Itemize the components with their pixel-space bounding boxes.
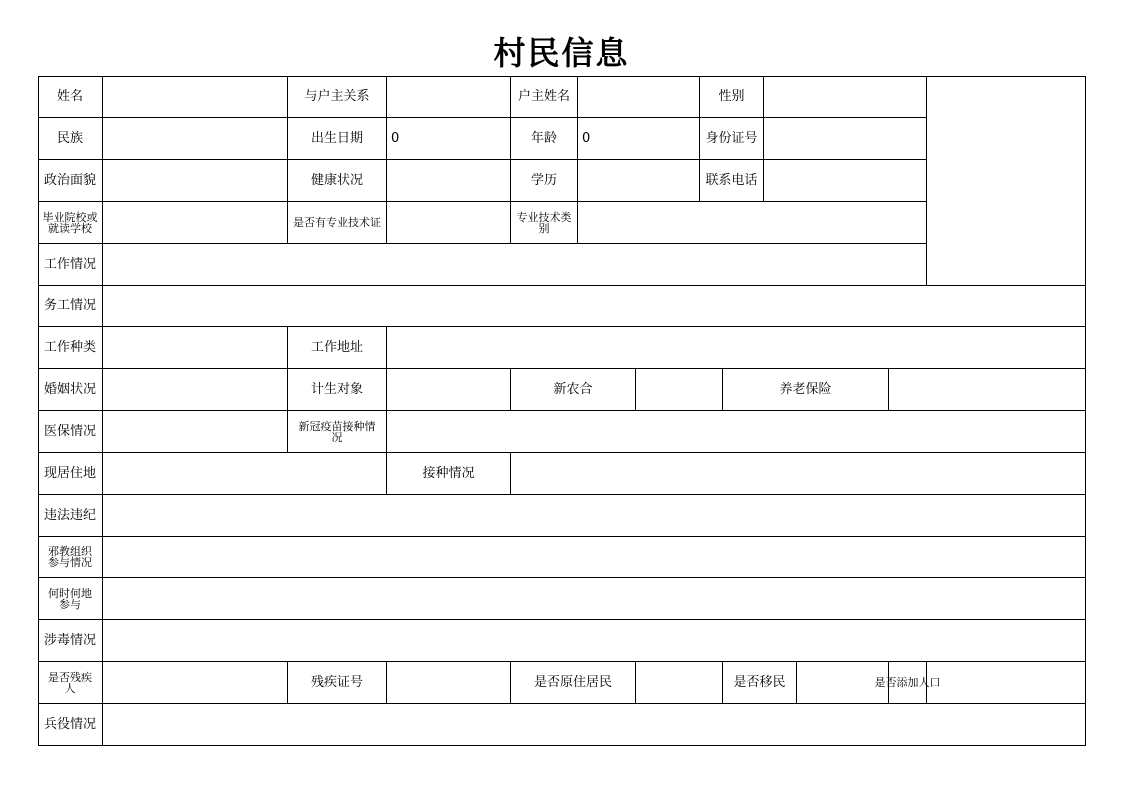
- input-cell[interactable]: [103, 118, 288, 160]
- label-text: 现居住地: [43, 465, 96, 481]
- label-text: 兵役情况: [43, 716, 96, 732]
- label-birth-date: [288, 118, 387, 160]
- input-cell[interactable]: [103, 369, 288, 411]
- field-birth-date[interactable]: 0: [387, 118, 511, 160]
- input-cell[interactable]: [103, 537, 1086, 578]
- label-when-where: [38, 578, 103, 620]
- label-text: 性别: [718, 88, 745, 104]
- input-cell[interactable]: [387, 76, 511, 118]
- label-political-status: [38, 160, 103, 202]
- input-cell[interactable]: [387, 327, 1086, 369]
- input-cell[interactable]: [103, 578, 1086, 620]
- input-cell[interactable]: [103, 160, 288, 202]
- input-cell[interactable]: [103, 704, 1086, 746]
- label-marital: [38, 369, 103, 411]
- input-cell[interactable]: [387, 160, 511, 202]
- photo-cell[interactable]: [927, 76, 1086, 286]
- label-violations: [38, 495, 103, 537]
- label-head-name: [511, 76, 578, 118]
- label-disability-cert: [288, 662, 387, 704]
- label-ethnicity: [38, 118, 103, 160]
- label-text: 养老保险: [779, 381, 832, 397]
- label-text: 婚姻状况: [43, 381, 96, 397]
- label-native: [511, 662, 636, 704]
- label-school: [38, 202, 103, 244]
- label-text: 新冠疫苗接种情况: [298, 419, 376, 444]
- label-id-number: [700, 118, 764, 160]
- label-cert-type: [511, 202, 578, 244]
- input-cell[interactable]: [889, 369, 1086, 411]
- label-text: 身份证号: [705, 130, 758, 146]
- field-age[interactable]: 0: [578, 118, 700, 160]
- label-family-planning: [288, 369, 387, 411]
- label-text: 计生对象: [310, 381, 363, 397]
- label-residence: [38, 453, 103, 495]
- input-cell[interactable]: [764, 76, 927, 118]
- input-cell[interactable]: [387, 411, 1086, 453]
- label-text: 学历: [530, 172, 557, 188]
- label-rural-coop: [511, 369, 636, 411]
- label-text: 政治面貌: [43, 172, 96, 188]
- label-text: 何时何地参与: [48, 586, 92, 611]
- label-disabled: [38, 662, 103, 704]
- input-cell[interactable]: [103, 202, 288, 244]
- label-health: [288, 160, 387, 202]
- label-military: [38, 704, 103, 746]
- input-cell[interactable]: [103, 286, 1086, 327]
- input-cell[interactable]: [387, 369, 511, 411]
- label-text: 民族: [56, 130, 83, 146]
- label-text: 残疾证号: [310, 674, 363, 690]
- input-cell[interactable]: [578, 76, 700, 118]
- label-text: 年龄: [530, 130, 557, 146]
- label-drugs: [38, 620, 103, 662]
- label-new-member: [874, 662, 941, 704]
- label-text: 接种情况: [422, 465, 475, 481]
- label-age: [511, 118, 578, 160]
- input-cell[interactable]: [578, 160, 700, 202]
- label-text: 务工情况: [43, 298, 96, 314]
- label-text: 专业技术类别: [516, 210, 572, 235]
- label-work-address: [288, 327, 387, 369]
- input-cell[interactable]: [636, 662, 723, 704]
- label-text: 邪教组织参与情况: [48, 545, 92, 569]
- label-relation: [288, 76, 387, 118]
- label-pension: [723, 369, 889, 411]
- label-medical: [38, 411, 103, 453]
- input-cell[interactable]: [578, 202, 927, 244]
- input-cell[interactable]: [103, 411, 288, 453]
- input-cell[interactable]: [103, 453, 387, 495]
- label-text: 是否添加人口: [874, 676, 941, 689]
- input-cell[interactable]: [636, 369, 723, 411]
- label-text: 是否残疾人: [48, 670, 92, 695]
- label-text: 工作地址: [310, 339, 363, 355]
- label-vaccination: [387, 453, 511, 495]
- input-cell[interactable]: [764, 118, 927, 160]
- label-text: 工作种类: [43, 339, 96, 355]
- label-text: 与户主关系: [304, 88, 370, 104]
- label-text: 是否移民: [733, 674, 786, 690]
- input-cell[interactable]: [387, 662, 511, 704]
- label-text: 是否有专业技术证: [293, 216, 381, 229]
- label-text: 是否原住居民: [533, 674, 612, 690]
- input-cell[interactable]: [103, 244, 927, 286]
- label-text: 医保情况: [43, 423, 96, 439]
- label-text: 违法违纪: [43, 507, 96, 523]
- label-has-cert: [288, 202, 387, 244]
- input-cell[interactable]: [927, 662, 1086, 704]
- label-education: [511, 160, 578, 202]
- label-text: 健康状况: [310, 172, 363, 188]
- label-cult: [38, 537, 103, 578]
- input-cell[interactable]: [387, 202, 511, 244]
- label-text: 新农合: [553, 381, 593, 397]
- label-labor-status: [38, 286, 103, 327]
- input-cell[interactable]: [103, 620, 1086, 662]
- label-text: 工作情况: [43, 256, 96, 272]
- label-text: 户主姓名: [517, 88, 570, 104]
- label-migrant: [723, 662, 797, 704]
- input-cell[interactable]: [103, 76, 288, 118]
- label-phone: [700, 160, 764, 202]
- label-work-type: [38, 327, 103, 369]
- label-work-status: [38, 244, 103, 286]
- input-cell[interactable]: [103, 662, 288, 704]
- input-cell[interactable]: [511, 453, 1086, 495]
- label-text: 毕业院校或就读学校: [42, 210, 98, 235]
- label-gender: [700, 76, 764, 118]
- label-vaccine: [288, 411, 387, 453]
- input-cell[interactable]: [764, 160, 927, 202]
- label-text: 出生日期: [310, 130, 363, 146]
- label-text: 涉毒情况: [43, 632, 96, 648]
- label-name: [38, 76, 103, 118]
- input-cell[interactable]: [103, 495, 1086, 537]
- input-cell[interactable]: [103, 327, 288, 369]
- label-text: 联系电话: [705, 172, 758, 188]
- label-text: 姓名: [56, 88, 83, 104]
- page-title: 村民信息: [493, 34, 630, 72]
